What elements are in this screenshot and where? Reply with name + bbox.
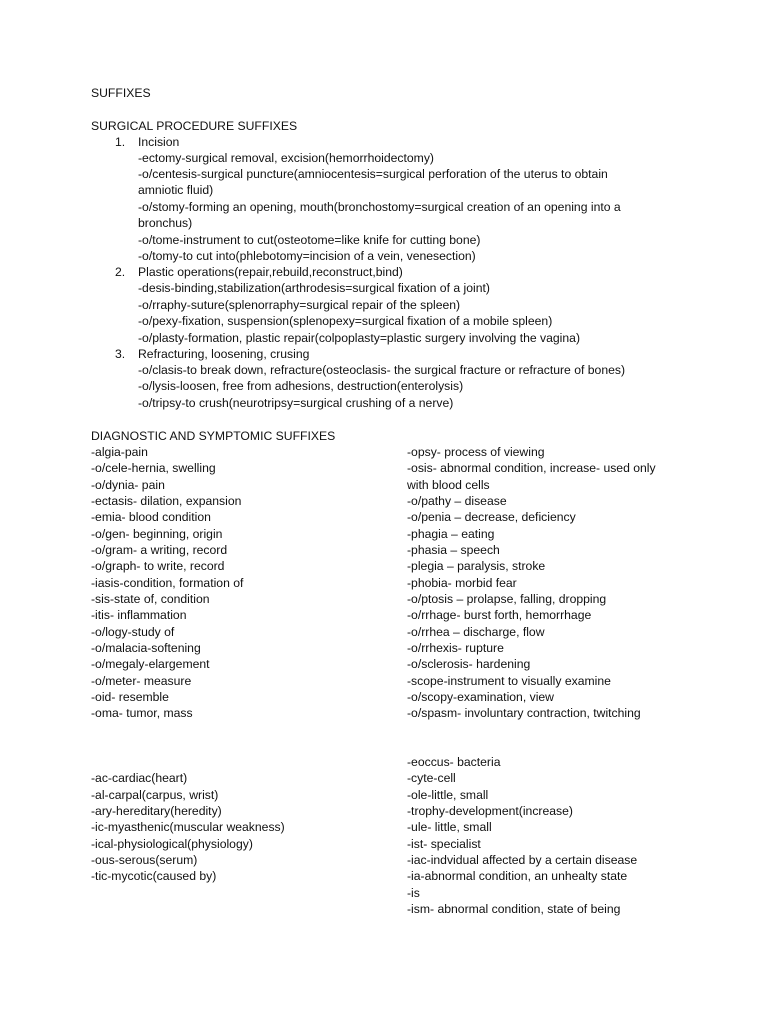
list-item: -ectomy-surgical removal, excision(hemorrhoidectomy)	[138, 151, 434, 165]
list-item: -is	[407, 886, 420, 900]
list-item: -o/rrhage- burst forth, hemorrhage	[407, 608, 592, 622]
list-item: -o/ptosis – prolapse, falling, dropping	[407, 592, 607, 606]
list-item: -tic-mycotic(caused by)	[91, 869, 217, 883]
list-item: -scope-instrument to visually examine	[407, 674, 611, 688]
list-item: -o/megaly-elargement	[91, 657, 210, 671]
list-item: -o/dynia- pain	[91, 478, 165, 492]
list-item: -o/rrhexis- rupture	[407, 641, 504, 655]
list-item: -trophy-development(increase)	[407, 804, 573, 818]
list-item: bronchus)	[138, 216, 193, 230]
list-item: -emia- blood condition	[91, 510, 211, 524]
list-item: -ary-hereditary(heredity)	[91, 804, 222, 818]
list-item: with blood cells	[407, 478, 490, 492]
list-item: -o/lysis-loosen, free from adhesions, destruction(enterolysis)	[138, 379, 464, 393]
section-number: 2.	[115, 265, 126, 279]
section-label: Incision	[138, 135, 180, 149]
list-item: -desis-binding,stabilization(arthrodesis=surgical fixation of a joint)	[138, 281, 490, 295]
list-item: -ole-little, small	[407, 788, 489, 802]
list-item: -o/gram- a writing, record	[91, 543, 228, 557]
list-item: -o/tome-instrument to cut(osteotome=like knife for cutting bone)	[138, 233, 481, 247]
list-item: -o/pexy-fixation, suspension(splenopexy=surgical fixation of a mobile spleen)	[138, 314, 553, 328]
section-number: 1.	[115, 135, 126, 149]
list-item: -o/malacia-softening	[91, 641, 201, 655]
list-item: amniotic fluid)	[138, 183, 214, 197]
list-item: -ic-myasthenic(muscular weakness)	[91, 820, 285, 834]
list-item: -iac-indvidual affected by a certain disease	[407, 853, 638, 867]
list-item: -o/pathy – disease	[407, 494, 507, 508]
list-item: -o/meter- measure	[91, 674, 192, 688]
list-item: -phasia – speech	[407, 543, 500, 557]
list-item: -ia-abnormal condition, an unhealty state	[407, 869, 628, 883]
list-item: -phobia- morbid fear	[407, 576, 517, 590]
list-item: -itis- inflammation	[91, 608, 187, 622]
list-item: -o/rrhea – discharge, flow	[407, 625, 545, 639]
list-item: -iasis-condition, formation of	[91, 576, 244, 590]
list-item: -o/tripsy-to crush(neurotripsy=surgical crushing of a nerve)	[138, 396, 454, 410]
list-item: -al-carpal(carpus, wrist)	[91, 788, 219, 802]
section-number: 3.	[115, 347, 126, 361]
list-item: -o/rraphy-suture(splenorraphy=surgical repair of the spleen)	[138, 298, 461, 312]
list-item: -ism- abnormal condition, state of being	[407, 902, 621, 916]
list-item: -o/stomy-forming an opening, mouth(bronchostomy=surgical creation of an opening into a	[138, 200, 621, 214]
list-item: -o/spasm- involuntary contraction, twitching	[407, 706, 641, 720]
list-item: -o/cele-hernia, swelling	[91, 461, 216, 475]
list-item: -o/graph- to write, record	[91, 559, 225, 573]
list-item: -o/clasis-to break down, refracture(osteoclasis- the surgical fracture or refracture of bones)	[138, 363, 626, 377]
list-item: -ac-cardiac(heart)	[91, 771, 188, 785]
list-item: -phagia – eating	[407, 527, 495, 541]
list-item: -o/logy-study of	[91, 625, 175, 639]
list-item: -opsy- process of viewing	[407, 445, 545, 459]
list-item: -o/scopy-examination, view	[407, 690, 554, 704]
list-item: -o/penia – decrease, deficiency	[407, 510, 576, 524]
list-item: -oma- tumor, mass	[91, 706, 193, 720]
list-item: -plegia – paralysis, stroke	[407, 559, 546, 573]
list-item: -ous-serous(serum)	[91, 853, 198, 867]
list-item: -eoccus- bacteria	[407, 755, 501, 769]
diagnostic-heading: DIAGNOSTIC AND SYMPTOMIC SUFFIXES	[91, 429, 336, 443]
list-item: -ectasis- dilation, expansion	[91, 494, 242, 508]
list-item: -o/tomy-to cut into(phlebotomy=incision of a vein, venesection)	[138, 249, 476, 263]
list-item: -o/centesis-surgical puncture(amniocentesis=surgical perforation of the uterus to obtain	[138, 167, 608, 181]
surgical-heading: SURGICAL PROCEDURE SUFFIXES	[91, 119, 298, 133]
list-item: -ical-physiological(physiology)	[91, 837, 253, 851]
list-item: -o/sclerosis- hardening	[407, 657, 531, 671]
page-title: SUFFIXES	[91, 86, 151, 100]
list-item: -ist- specialist	[407, 837, 481, 851]
section-label: Plastic operations(repair,rebuild,reconstruct,bind)	[138, 265, 403, 279]
list-item: -cyte-cell	[407, 771, 456, 785]
list-item: -o/gen- beginning, origin	[91, 527, 223, 541]
list-item: -oid- resemble	[91, 690, 169, 704]
list-item: -algia-pain	[91, 445, 148, 459]
section-label: Refracturing, loosening, crusing	[138, 347, 310, 361]
list-item: -sis-state of, condition	[91, 592, 210, 606]
list-item: -o/plasty-formation, plastic repair(colpoplasty=plastic surgery involving the vagina)	[138, 331, 580, 345]
list-item: -osis- abnormal condition, increase- used only	[407, 461, 656, 475]
list-item: -ule- little, small	[407, 820, 492, 834]
